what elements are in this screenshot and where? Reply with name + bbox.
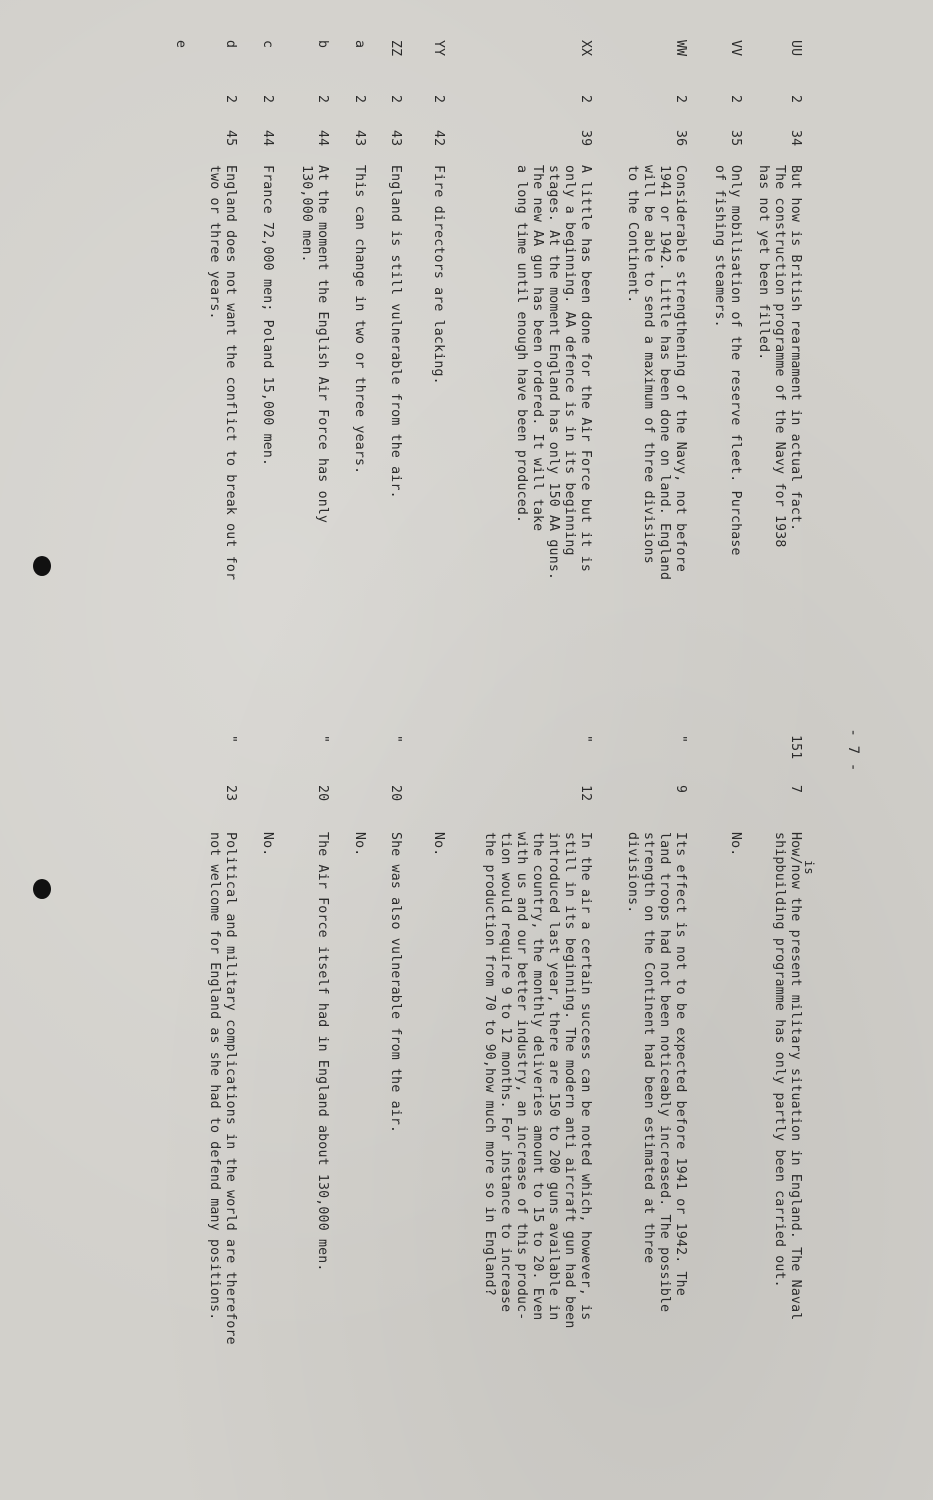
entry-answer [727,832,743,1472]
entry-ref: WW [673,40,688,57]
entry-ref: e [173,40,188,49]
entry-answer [314,832,330,1472]
answer-line: How/now the present military situation in England. The Naval [788,832,803,1321]
question-line: will be able to send a maximum of three divisions [641,165,656,564]
answer-line: not welcome for England as she had to defend many positions. [207,832,222,1321]
entry-ref: YY [431,40,446,57]
entry-number: 42 [431,130,446,147]
page-number: - 7 - [845,728,861,772]
entry-page: 2 [223,95,238,104]
answer-line: No. [352,832,367,857]
question-line: 1941 or 1942. Little has been done on land. England [657,165,672,581]
entry-page: 2 [260,95,275,104]
entry-question [206,165,238,725]
entry-page: 2 [388,95,403,104]
question-line: But how is British rearmament in actual fact. [788,165,803,532]
entry-ref: VV [728,40,743,57]
answer-line: introduced last year, there are 150 to 200 guns available in [546,832,561,1321]
entry-ref: c [260,40,275,49]
entry-question [387,165,403,725]
entry-question [351,165,367,725]
answer-line: divisions. [625,832,640,914]
entry-question [513,165,593,725]
entry-ref: XX [578,40,593,57]
entry-page: 2 [788,95,803,104]
entry-answer [771,832,803,1472]
entry-number: 34 [788,130,803,147]
entry-answer [206,832,238,1472]
entry-ref: b [315,40,330,49]
entry-number: 36 [673,130,688,147]
entry-ref: UU [788,40,803,57]
answer-ref: " [673,735,688,744]
answer-line: the country, the monthly deliveries amount to 15 to 20. Even [530,832,545,1321]
entry-question [624,165,688,725]
entry-page: 2 [673,95,688,104]
entry-question [298,165,330,725]
question-line: England is still vulnerable from the air. [388,165,403,499]
entry-page: 2 [352,95,367,104]
entry-page: 2 [728,95,743,104]
question-line: 130,000 men. [299,165,314,263]
entry-number: 43 [388,130,403,147]
answer-line: tion would require 9 to 12 months. For instance to increase [498,832,513,1313]
answer-ref: " [388,735,403,744]
entry-question [711,165,743,725]
entry-question [755,165,803,725]
answer-line: Its effect is not to be expected before 1941 or 1942. The [673,832,688,1296]
entry-ref: ZZ [388,40,403,57]
entry-question [259,165,275,725]
entry-answer [624,832,688,1472]
question-line: At the moment the English Air Force has only [315,165,330,524]
entry-number: 43 [352,130,367,147]
question-line: to the Continent. [625,165,640,304]
answer-line: strength on the Continent had been estimated at three [641,832,656,1264]
answer-ref: " [578,735,593,744]
question-line: of fishing steamers. [712,165,727,328]
entry-answer [481,832,593,1472]
question-line: Fire directors are lacking. [431,165,446,385]
answer-line: She was also vulnerable from the air. [388,832,403,1134]
entry-number: 45 [223,130,238,147]
question-line: France 72,000 men; Poland 15,000 men. [260,165,275,467]
entry-number: 39 [578,130,593,147]
entry-page: 2 [578,95,593,104]
question-line: Only mobilisation of the reserve fleet. Purchase [728,165,743,556]
entry-question [430,165,446,725]
handwritten-insert: is [802,860,816,875]
question-line: England does not want the conflict to break out for [223,165,238,581]
answer-line: The Air Force itself had in England about 130,000 men. [315,832,330,1272]
entry-number: 44 [315,130,330,147]
answer-line: shipbuilding programme has only partly been carried out. [772,832,787,1288]
answer-line: No. [728,832,743,857]
question-line: The new AA gun has been ordered. It will take [530,165,545,532]
entry-answer [259,832,275,1472]
answer-line: Political and military complications in the world are therefore [223,832,238,1345]
answer-line: land troops had not been noticeably increased. The possible [657,832,672,1313]
entry-page: 2 [431,95,446,104]
entry-number: 35 [728,130,743,147]
answer-number: 7 [788,785,803,794]
question-line: A little has been done for the Air Force but it is [578,165,593,572]
entry-ref: a [352,40,367,49]
answer-line: with us and our better industry, an increase of this produc- [514,832,529,1321]
entry-answer [387,832,403,1472]
answer-line: In the air a certain success can be noted which, however, is [578,832,593,1321]
answer-line: No. [260,832,275,857]
question-line: two or three years. [207,165,222,320]
answer-number: 12 [578,785,593,802]
question-line: a long time until enough have been produced. [514,165,529,524]
answer-number: 20 [388,785,403,802]
question-line: stages. At the moment England has only 150 AA guns. [546,165,561,581]
answer-number: 9 [673,785,688,794]
entry-page: 2 [315,95,330,104]
answer-number: 20 [315,785,330,802]
answer-line: the production from 70 to 90,how much more so in England? [482,832,497,1296]
question-line: has not yet been filled. [756,165,771,361]
entry-answer [430,832,446,1472]
question-line: Considerable strengthening of the Navy, not before [673,165,688,572]
question-line: The construction programme of the Navy for 1938 [772,165,787,548]
question-line: This can change in two or three years. [352,165,367,475]
entry-ref: d [223,40,238,49]
entry-answer [351,832,367,1472]
entry-number: 44 [260,130,275,147]
answer-line: No. [431,832,446,857]
answer-line: still in its beginning. The modern anti aircraft gun had been [562,832,577,1329]
answer-ref: " [315,735,330,744]
answer-number: 23 [223,785,238,802]
answer-ref: 151 [788,735,803,760]
question-line: only a beginning. AA defence is in its beginning [562,165,577,556]
answer-ref: " [223,735,238,744]
